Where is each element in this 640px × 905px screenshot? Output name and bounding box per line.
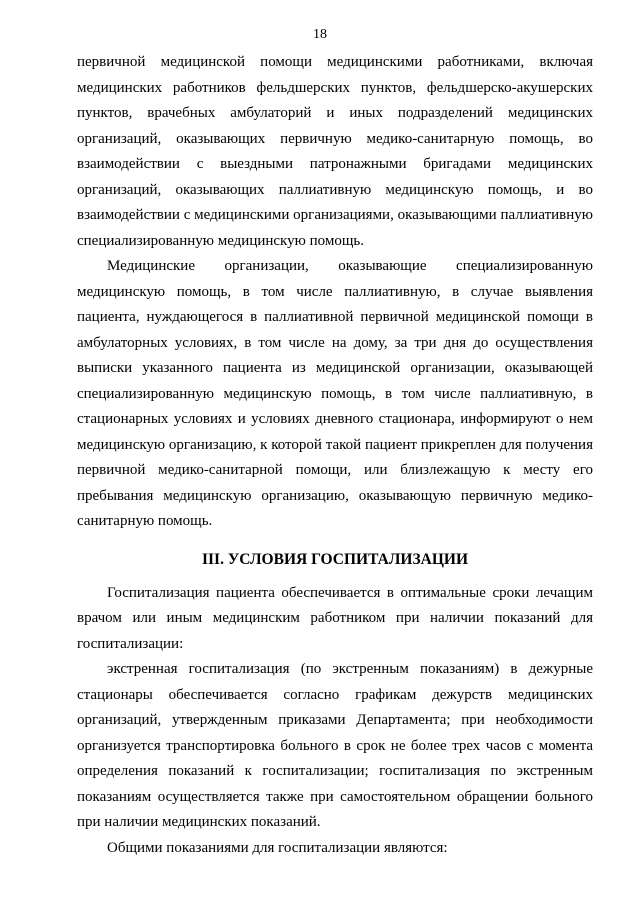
page-number: 18 [313, 27, 327, 42]
paragraph-palliative-referral: Медицинские организации, оказывающие специализированную медицинскую помощь, в том числе паллиативную, в случае выявления пациента, нуждающегося в паллиативной первичной медицинской помощи в амбулаторных условиях, в том числе на дому, за три дня до осуществления выписки указанного пациента из медицинской организации, оказывающей специализированную медицинскую помощь, в том числе паллиативную, в стационарных условиях и условиях дневного стационара, информируют о нем медицинскую организацию, к которой такой пациент прикреплен для получения первичной медико-санитарной помощи, или близлежащую к месту его пребывания медицинскую организацию, оказывающую первичную медико-санитарную помощь. [77, 258, 593, 529]
paragraph-general-indications: Общими показаниями для госпитализации являются: [107, 839, 448, 856]
paragraph-emergency-hospitalization: экстренная госпитализация (по экстренным показаниям) в дежурные стационары обеспечивается согласно графикам дежурств медицинских организаций, утвержденным приказами Департамента; при необходимости организуется транспортировка больного в срок не более трех часов с момента определения показаний к госпитализации; госпитализация по экстренным показаниям осуществляется также при самостоятельном обращении больного при наличии медицинских показаний. [77, 661, 593, 830]
paragraph-hospitalization-intro: Госпитализация пациента обеспечивается в оптимальные сроки лечащим врачом или иным медицинским работником при наличии показаний для госпитализации: [77, 584, 593, 652]
paragraph-continuation: первичной медицинской помощи медицинскими работниками, включая медицинских работников фельдшерских пунктов, фельдшерско-акушерских пунктов, врачебных амбулаторий и иных подразделений медицинских организаций, оказывающих первичную медико-санитарную помощь, во взаимодействии с выездными патронажными бригадами медицинских организаций, оказывающих паллиативную медицинскую помощь, и во взаимодействии с медицинскими организациями, оказывающими паллиативную специализированную медицинскую помощь. [77, 54, 593, 249]
section-heading: III. УСЛОВИЯ ГОСПИТАЛИЗАЦИИ [201, 550, 469, 568]
document-body [77, 50, 593, 861]
